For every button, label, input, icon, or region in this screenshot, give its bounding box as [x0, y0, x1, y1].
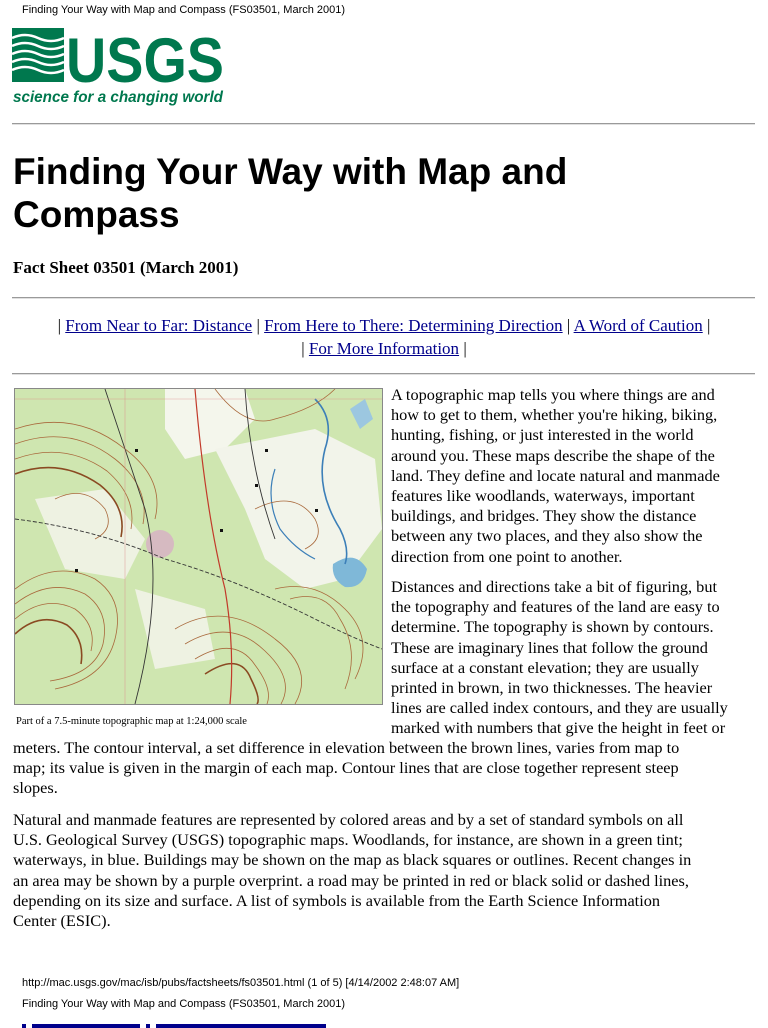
text-line: waterways, in blue. Buildings may be shown on the map as black squares or outlines. Recent changes in	[13, 850, 692, 870]
section-nav-row-1	[0, 316, 768, 336]
usgs-wordmark: USGS	[66, 26, 224, 96]
footer-url: http://mac.usgs.gov/mac/isb/pubs/factsheets/fs03501.html (1 of 5) [4/14/2002 2:48:07 AM]	[22, 977, 460, 989]
paragraph-symbols	[13, 810, 761, 931]
paragraph-intro	[391, 385, 761, 567]
running-header: Finding Your Way with Map and Compass (FS03501, March 2001)	[22, 4, 346, 16]
usgs-logo[interactable]	[12, 26, 226, 108]
usgs-wave-mark	[12, 28, 64, 82]
divider	[12, 297, 755, 299]
nav-separator: |	[706, 316, 711, 335]
text-line: the topography and features of the land are easy to	[391, 597, 720, 617]
text-line: between any two places, and they also show the	[391, 526, 703, 546]
footer-running-title: Finding Your Way with Map and Compass (FS03501, March 2001)	[22, 998, 346, 1010]
clipped-next-page-text	[14, 1016, 344, 1028]
text-line: U.S. Geological Survey (USGS) topographic maps. Woodlands, for instance, are shown in a green tint;	[13, 830, 683, 850]
nav-separator: |	[57, 316, 62, 335]
text-line: features like woodlands, waterways, important	[391, 486, 695, 506]
text-line: marked with numbers that give the height in feet or	[391, 718, 726, 738]
text-line: how to get to them, whether you're hiking, biking,	[391, 405, 718, 425]
text-line: around you. These maps describe the shape of the	[391, 445, 715, 465]
fact-sheet-number: Fact Sheet 03501 (March 2001)	[13, 258, 239, 277]
text-line: A topographic map tells you where things are and	[391, 385, 715, 404]
nav-separator: |	[301, 339, 305, 358]
text-line: Natural and manmade features are represented by colored areas and by a set of standard symbols on all	[13, 810, 684, 829]
text-line: direction from one point to another.	[391, 546, 623, 566]
divider	[12, 123, 755, 125]
nav-link-caution[interactable]: A Word of Caution	[573, 316, 703, 335]
text-line: printed in brown, in two thicknesses. The heavier	[391, 678, 713, 698]
text-line: determine. The topography is shown by contours.	[391, 617, 714, 637]
usgs-tagline: science for a changing world	[13, 89, 225, 106]
nav-link-direction[interactable]: From Here to There: Determining Direction	[264, 316, 563, 335]
nav-separator: |	[256, 316, 260, 335]
topographic-map-image	[14, 388, 383, 705]
page-title: Finding Your Way with Map and Compass	[13, 151, 568, 235]
paragraph-contours	[391, 577, 761, 739]
text-line: slopes.	[13, 778, 58, 798]
text-line: These are imaginary lines that follow the ground	[391, 637, 708, 657]
text-line: map; its value is given in the margin of each map. Contour lines that are close together represent steep	[13, 758, 679, 778]
section-nav-row-2	[0, 339, 768, 359]
nav-separator: |	[566, 316, 571, 335]
text-line: Center (ESIC).	[13, 911, 111, 931]
nav-link-distance[interactable]: From Near to Far: Distance	[65, 316, 253, 335]
nav-separator: |	[463, 339, 467, 358]
text-line: depending on its size and surface. A list of symbols is available from the Earth Science Information	[13, 890, 661, 910]
text-line: hunting, fishing, or just interested in the world	[391, 425, 694, 445]
text-line: Distances and directions take a bit of figuring, but	[391, 577, 717, 596]
text-line: lines are called index contours, and they are usually	[391, 698, 728, 718]
text-line: land. They define and locate natural and manmade	[391, 465, 720, 485]
nav-link-more-info[interactable]: For More Information	[308, 339, 460, 358]
text-line: meters. The contour interval, a set difference in elevation between the brown lines, varies from map to	[13, 738, 680, 757]
text-line: surface at a constant elevation; they are usually	[391, 657, 699, 677]
text-line: an area may be shown by a purple overprint. a road may be printed in red or black solid or dashed lines,	[13, 870, 689, 890]
text-line: buildings, and bridges. They show the distance	[391, 506, 697, 526]
figure-caption: Part of a 7.5-minute topographic map at 1:24,000 scale	[16, 716, 247, 727]
paragraph-contours-continued	[13, 738, 761, 799]
divider	[12, 373, 755, 375]
